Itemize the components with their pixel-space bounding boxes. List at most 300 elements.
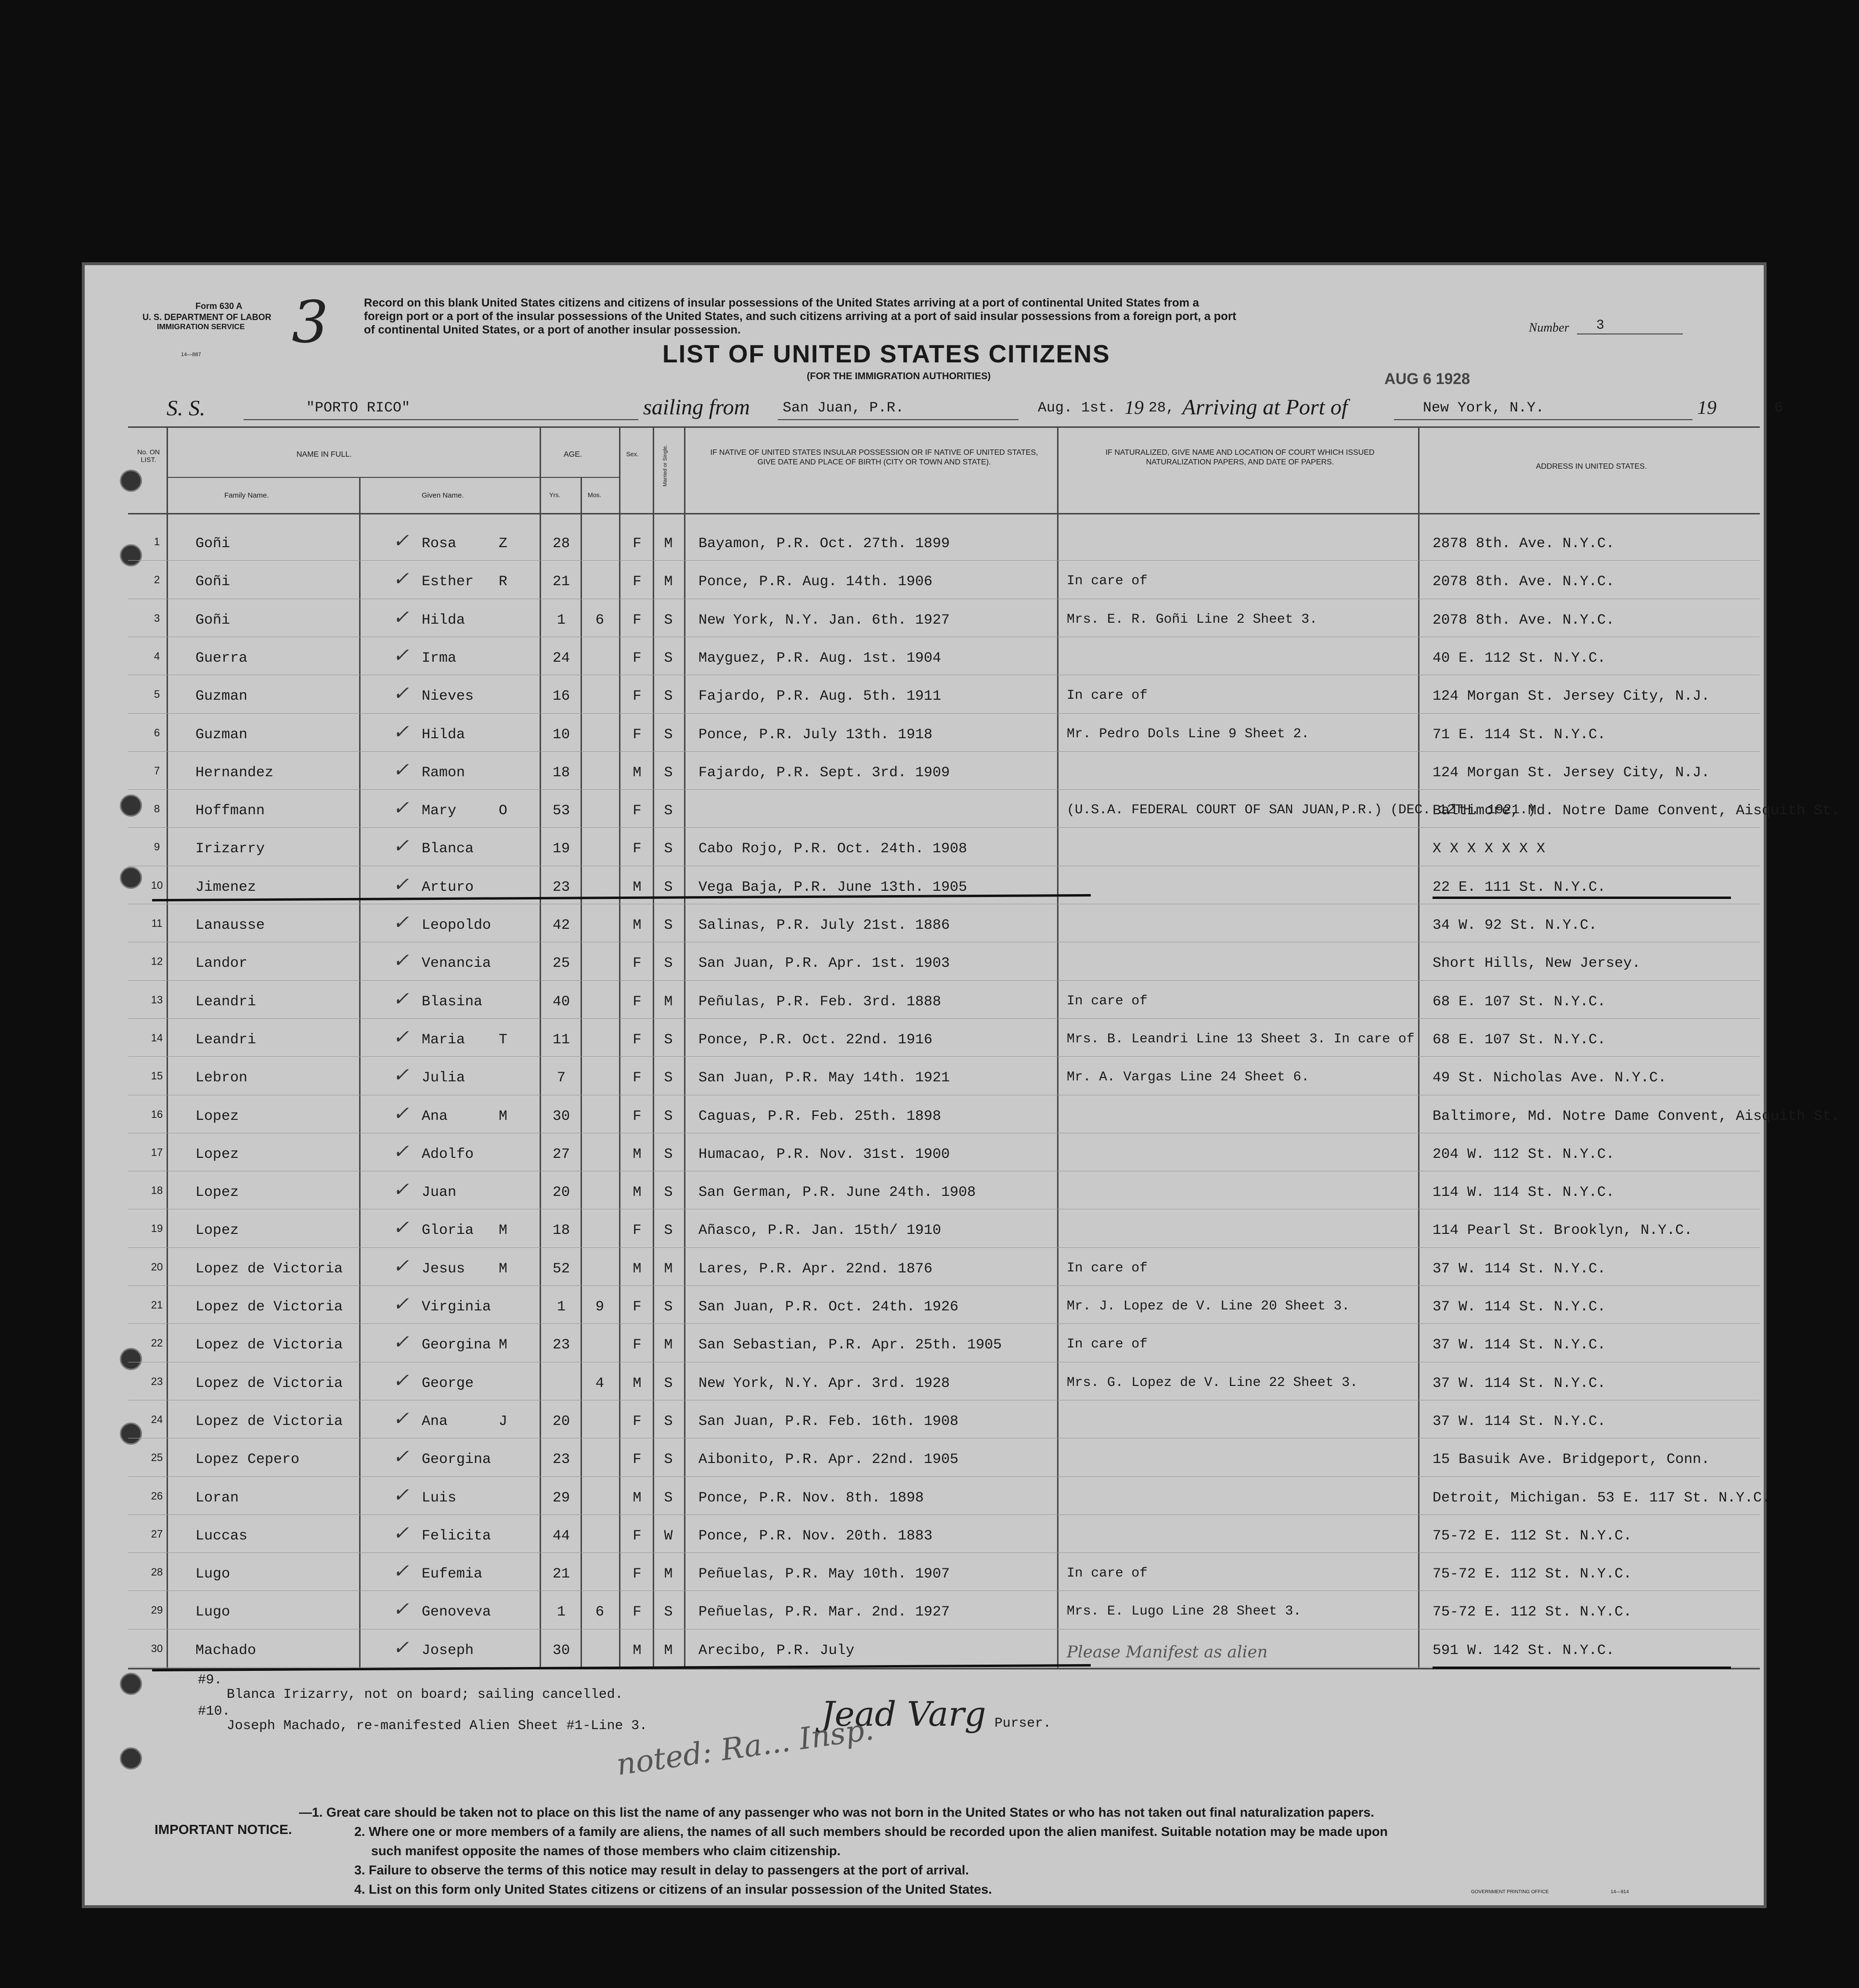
cell-birth: Añasco, P.R. Jan. 15th/ 1910 [698,1222,942,1239]
cell-given: Georgina [422,1337,491,1353]
cell-family: Lopez de Victoria [195,1261,343,1277]
cell-address: 37 W. 114 St. N.Y.C. [1433,1337,1606,1353]
cell-family: Leandri [195,994,257,1010]
punch-hole [120,470,142,492]
cell-birth: Humacao, P.R. Nov. 31st. 1900 [698,1146,950,1163]
cell-no: 1 [154,536,160,548]
form-number: Form 630 A [195,301,243,311]
cell-yrs: 53 [552,803,570,819]
check-mark-icon: ✓ [393,911,409,934]
cell-family: Guerra [195,650,248,667]
cell-yrs: 27 [552,1146,570,1163]
cell-yrs: 25 [552,955,570,972]
cell-initial: M [499,1108,508,1125]
cell-nat: In care of [1067,1566,1148,1581]
cell-birth: Lares, P.R. Apr. 22nd. 1876 [698,1261,933,1277]
check-mark-icon: ✓ [393,1217,409,1239]
cell-sex: M [633,1184,642,1201]
printing-code: 14—887 [181,352,201,358]
cell-yrs: 16 [552,688,570,705]
page-subtitle: (FOR THE IMMIGRATION AUTHORITIES) [807,371,991,382]
cell-address: 68 E. 107 St. N.Y.C. [1433,1032,1606,1048]
cell-ms: M [664,536,673,552]
cell-yrs: 1 [556,1299,566,1315]
cell-family: Irizarry [195,841,265,857]
cell-address: 22 E. 111 St. N.Y.C. [1433,879,1606,896]
col-given-name: Given Name. [422,491,464,500]
cell-nat: (U.S.A. FEDERAL COURT OF SAN JUAN,P.R.) (DEC. 12TH. 1921.) [1067,803,1536,818]
cell-ms: S [664,727,673,743]
cell-yrs: 7 [556,1070,566,1086]
cell-no: 29 [151,1604,163,1616]
cell-sex: F [633,1451,642,1468]
cell-family: Lopez Cepero [195,1451,300,1468]
cell-yrs: 23 [552,1451,570,1468]
cell-ms: S [664,1604,673,1620]
cell-mos: 9 [595,1299,604,1315]
cell-sex: F [633,650,642,667]
cell-birth: New York, N.Y. Apr. 3rd. 1928 [698,1375,950,1392]
cell-ms: S [664,1490,673,1506]
cell-birth: Cabo Rojo, P.R. Oct. 24th. 1908 [698,841,968,857]
cell-address: Short Hills, New Jersey. [1433,955,1641,972]
sailing-from-label: sailing from [643,395,750,419]
cell-ms: S [664,765,673,781]
cell-sex: F [633,688,642,705]
col-naturalized: IF NATURALIZED, GIVE NAME AND LOCATION OF COURT WHICH ISSUED NATURALIZATION PAPERS, AND DATE OF PAPERS. [1105,449,1375,466]
cell-sex: M [633,917,642,934]
cell-sex: F [633,1299,642,1315]
notice-heading: IMPORTANT NOTICE. [155,1822,292,1837]
cell-no: 19 [151,1222,163,1234]
cell-given: Esther [422,574,474,590]
cell-address: 15 Basuik Ave. Bridgeport, Conn. [1433,1451,1710,1468]
cell-address: 37 W. 114 St. N.Y.C. [1433,1261,1606,1277]
cell-yrs: 20 [552,1184,570,1201]
departure-date: Aug. 1st. [1038,400,1116,416]
check-mark-icon: ✓ [393,721,409,743]
check-mark-icon: ✓ [393,1293,409,1315]
service: IMMIGRATION SERVICE [157,323,245,331]
cell-ms: S [664,650,673,667]
cell-no: 18 [151,1184,163,1196]
check-mark-icon: ✓ [393,530,409,552]
check-mark-icon: ✓ [393,1446,409,1468]
cell-birth: San Juan, P.R. May 14th. 1921 [698,1070,950,1086]
arrival-year-prefix: 19 [1697,397,1717,418]
cell-given: Irma [422,650,457,667]
cell-address: 71 E. 114 St. N.Y.C. [1433,727,1606,743]
cell-yrs: 24 [552,650,570,667]
cell-birth: San Juan, P.R. Oct. 24th. 1926 [698,1299,959,1315]
cell-nat: In care of [1067,1261,1148,1276]
handwritten-mark: 3 [292,289,329,356]
cell-family: Goñi [195,574,231,590]
cell-address: 114 W. 114 St. N.Y.C. [1433,1184,1615,1201]
cell-ms: S [664,1032,673,1048]
cell-initial: T [499,1032,508,1048]
cell-family: Lopez [195,1108,239,1125]
punch-hole [120,1348,142,1370]
col-age: AGE. [564,450,582,459]
cell-given: Georgina [422,1451,491,1468]
cell-nat: Mrs. E. R. Goñi Line 2 Sheet 3. [1067,612,1317,627]
cell-sex: M [633,1261,642,1277]
cell-yrs: 23 [552,879,570,896]
cell-nat: Please Manifest as alien [1067,1642,1268,1662]
check-mark-icon: ✓ [393,1522,409,1544]
cell-ms: M [664,994,673,1010]
cell-initial: R [499,574,508,590]
cell-yrs: 21 [552,1566,570,1582]
cell-given: Arturo [422,879,474,896]
cell-ms: S [664,688,673,705]
cell-mos: 6 [595,1604,604,1620]
cell-family: Lopez [195,1184,239,1201]
cell-no: 16 [151,1108,163,1120]
cell-nat: In care of [1067,994,1148,1009]
cell-family: Lopez de Victoria [195,1413,343,1430]
cell-sex: F [633,1566,642,1582]
check-mark-icon: ✓ [393,1064,409,1086]
cell-sex: F [633,1070,642,1086]
arriving-label: Arriving at Port of [1182,395,1348,419]
cell-sex: F [633,1108,642,1125]
cell-ms: S [664,955,673,972]
cell-no: 12 [151,955,163,967]
cell-address: X X X X X X X [1433,841,1546,857]
punch-hole [120,867,142,889]
cell-given: Jesus [422,1261,465,1277]
cell-address: 124 Morgan St. Jersey City, N.J. [1433,765,1710,781]
year-prefix: 19 [1124,397,1144,418]
cell-address: 34 W. 92 St. N.Y.C. [1433,917,1598,934]
cell-family: Lebron [195,1070,248,1086]
cell-birth: San Juan, P.R. Feb. 16th. 1908 [698,1413,959,1430]
cell-nat: Mrs. B. Leandri Line 13 Sheet 3. In care of [1067,1032,1415,1047]
cell-given: Felicita [422,1528,491,1544]
purser-label: Purser. [994,1716,1051,1731]
col-sex: Sex. [626,450,639,458]
cell-given: Adolfo [422,1146,474,1163]
cell-nat: Mr. Pedro Dols Line 9 Sheet 2. [1067,727,1310,742]
cell-nat: Mrs. E. Lugo Line 28 Sheet 3. [1067,1604,1302,1619]
departure-port: San Juan, P.R. [783,400,904,416]
cell-no: 14 [151,1032,163,1044]
cell-yrs: 19 [552,841,570,857]
cell-family: Leandri [195,1032,257,1048]
cell-sex: F [633,727,642,743]
purser-signature: Jead Varg [821,1694,986,1734]
col-family-name: Family Name. [224,491,269,500]
check-mark-icon: ✓ [393,682,409,705]
cell-nat: Mr. J. Lopez de V. Line 20 Sheet 3. [1067,1299,1350,1314]
note10-ref: #10. [198,1704,231,1719]
col-married: Married or Single. [662,445,668,487]
cell-family: Lopez [195,1222,239,1239]
cell-initial: M [499,1261,508,1277]
cell-given: Julia [422,1070,465,1086]
note9-ref: #9. [198,1673,222,1688]
cell-family: Lugo [195,1604,231,1620]
cell-birth: Vega Baja, P.R. June 13th. 1905 [698,879,968,896]
cell-yrs: 11 [552,1032,570,1048]
strike-row-30-address [1433,1667,1731,1669]
cell-no: 10 [151,879,163,891]
date-stamp: AUG 6 1928 [1384,370,1470,387]
col-mos: Mos. [588,491,602,499]
cell-given: Ramon [422,765,465,781]
cell-no: 6 [154,727,160,739]
cell-given: George [422,1375,474,1392]
cell-birth: Peñuelas, P.R. May 10th. 1907 [698,1566,950,1582]
cell-address: 124 Morgan St. Jersey City, N.J. [1433,688,1710,705]
col-address: ADDRESS IN UNITED STATES. [1536,462,1647,471]
cell-ms: W [664,1528,673,1544]
cell-birth: Mayguez, P.R. Aug. 1st. 1904 [698,650,942,667]
cell-address: 40 E. 112 St. N.Y.C. [1433,650,1606,667]
cell-yrs: 30 [552,1108,570,1125]
notice-item1: —1. Great care should be taken not to place on this list the name of any passenger who was not born in the United States or who has not taken out final naturalization papers. [299,1805,1374,1820]
cell-nat: In care of [1067,574,1148,589]
cell-address: 37 W. 114 St. N.Y.C. [1433,1375,1606,1392]
cell-given: Leopoldo [422,917,491,934]
cell-ms: S [664,879,673,896]
notice-item3: 3. Failure to observe the terms of this notice may result in delay to passengers at the port of arrival. [354,1863,969,1877]
cell-family: Hernandez [195,765,274,781]
col-yrs: Yrs. [549,491,561,499]
cell-yrs: 20 [552,1413,570,1430]
intro-line2: foreign port or a port of the insular possessions of the United States, and such citizens arriving at a port of said insular possessions from a foreign port, a port [364,310,1237,323]
cell-ms: S [664,1070,673,1086]
cell-ms: M [664,1261,673,1277]
cell-no: 27 [151,1528,163,1540]
cell-no: 9 [154,841,160,853]
cell-yrs: 1 [556,1604,566,1620]
cell-address: 75-72 E. 112 St. N.Y.C. [1433,1566,1632,1582]
cell-sex: F [633,536,642,552]
cell-given: Virginia [422,1299,491,1315]
cell-ms: M [664,1566,673,1582]
cell-no: 3 [154,612,160,624]
cell-birth: Peñulas, P.R. Feb. 3rd. 1888 [698,994,942,1010]
cell-address: 2078 8th. Ave. N.Y.C. [1433,574,1615,590]
cell-family: Machado [195,1642,257,1659]
punch-hole [120,795,142,817]
cell-address: 204 W. 112 St. N.Y.C. [1433,1146,1615,1163]
cell-ms: M [664,574,673,590]
cell-address: Baltimore, Md. Notre Dame Convent, Aisquith St. [1433,803,1840,819]
number-value: 3 [1596,318,1604,333]
check-mark-icon: ✓ [393,1560,409,1582]
cell-given: Eufemia [422,1566,483,1582]
cell-ms: S [664,1184,673,1201]
punch-hole [120,544,142,566]
check-mark-icon: ✓ [393,644,409,667]
cell-birth: Peñuelas, P.R. Mar. 2nd. 1927 [698,1604,950,1620]
cell-no: 13 [151,994,163,1006]
cell-yrs: 18 [552,1222,570,1239]
cell-no: 15 [151,1070,163,1082]
cell-given: Maria [422,1032,465,1048]
cell-no: 8 [154,803,160,815]
cell-ms: S [664,1375,673,1392]
cell-ms: S [664,1108,673,1125]
cell-given: Juan [422,1184,457,1201]
cell-yrs: 18 [552,765,570,781]
cell-sex: M [633,1642,642,1659]
cell-address: 591 W. 142 St. N.Y.C. [1433,1642,1615,1659]
cell-yrs: 21 [552,574,570,590]
cell-given: Ana [422,1413,448,1430]
cell-sex: F [633,1528,642,1544]
cell-address: 37 W. 114 St. N.Y.C. [1433,1299,1606,1315]
cell-family: Goñi [195,536,231,552]
check-mark-icon: ✓ [393,759,409,781]
intro-line3: of continental United States, or a port of another insular possession. [364,323,741,336]
cell-ms: M [664,1642,673,1659]
cell-sex: F [633,955,642,972]
cell-family: Lanausse [195,917,265,934]
cell-address: 114 Pearl St. Brooklyn, N.Y.C. [1433,1222,1693,1239]
cell-family: Loran [195,1490,239,1506]
check-mark-icon: ✓ [393,949,409,972]
cell-sex: F [633,1604,642,1620]
cell-birth: San Juan, P.R. Apr. 1st. 1903 [698,955,950,972]
printer-code: 14—914 [1611,1889,1629,1895]
cell-nat: Mrs. G. Lopez de V. Line 22 Sheet 3. [1067,1375,1358,1390]
check-mark-icon: ✓ [393,1331,409,1353]
check-mark-icon: ✓ [393,1103,409,1125]
cell-given: Luis [422,1490,457,1506]
cell-initial: M [499,1337,508,1353]
cell-yrs: 44 [552,1528,570,1544]
cell-birth: Salinas, P.R. July 21st. 1886 [698,917,950,934]
cell-yrs: 30 [552,1642,570,1659]
col-no: No. ON LIST. [137,448,160,463]
cell-birth: Arecibo, P.R. July [698,1642,855,1659]
check-mark-icon: ✓ [393,606,409,628]
cell-birth: Ponce, P.R. Oct. 22nd. 1916 [698,1032,933,1048]
check-mark-icon: ✓ [393,1408,409,1430]
cell-given: Venancia [422,955,491,972]
cell-yrs: 40 [552,994,570,1010]
cell-family: Lopez de Victoria [195,1375,343,1392]
cell-family: Lopez [195,1146,239,1163]
cell-yrs: 23 [552,1337,570,1353]
cell-given: Blasina [422,994,483,1010]
notice-item2b: such manifest opposite the names of those members who claim citizenship. [371,1844,841,1858]
cell-birth: Ponce, P.R. Nov. 20th. 1883 [698,1528,933,1544]
col-birth: IF NATIVE OF UNITED STATES INSULAR POSSESSION OR IF NATIVE OF UNITED STATES, GIVE DATE AND PLACE OF BIRTH (CITY OR TOWN AND STATE). [710,449,1038,466]
cell-sex: M [633,765,642,781]
cell-birth: Aibonito, P.R. Apr. 22nd. 1905 [698,1451,959,1468]
check-mark-icon: ✓ [393,988,409,1010]
cell-given: Gloria [422,1222,474,1239]
cell-no: 7 [154,765,160,777]
cell-no: 20 [151,1261,163,1273]
punch-hole [120,1747,142,1770]
page-title: LIST OF UNITED STATES CITIZENS [662,340,1110,368]
cell-ms: S [664,1299,673,1315]
cell-initial: M [499,1222,508,1239]
check-mark-icon: ✓ [393,1598,409,1620]
cell-address: 37 W. 114 St. N.Y.C. [1433,1413,1606,1430]
notice-item4: 4. List on this form only United States citizens or citizens of an insular possession of the United States. [354,1882,992,1897]
cell-initial: J [499,1413,508,1430]
cell-ms: M [664,1337,673,1353]
cell-sex: F [633,841,642,857]
cell-nat: In care of [1067,1337,1148,1352]
cell-sex: M [633,879,642,896]
cell-no: 2 [154,574,160,586]
cell-no: 25 [151,1451,163,1463]
printer-imprint: GOVERNMENT PRINTING OFFICE [1471,1889,1549,1895]
cell-sex: M [633,1490,642,1506]
cell-sex: F [633,574,642,590]
cell-no: 22 [151,1337,163,1349]
arrival-day: 6 [1774,400,1783,416]
cell-family: Guzman [195,688,248,705]
cell-sex: M [633,1146,642,1163]
cell-no: 30 [151,1642,163,1655]
cell-sex: F [633,803,642,819]
check-mark-icon: ✓ [393,1637,409,1659]
cell-given: Joseph [422,1642,474,1659]
cell-no: 21 [151,1299,163,1311]
cell-family: Goñi [195,612,231,628]
cell-yrs: 29 [552,1490,570,1506]
cell-ms: S [664,1146,673,1163]
check-mark-icon: ✓ [393,797,409,819]
check-mark-icon: ✓ [393,1255,409,1277]
cell-no: 11 [151,917,163,929]
cell-birth: San Sebastian, P.R. Apr. 25th. 1905 [698,1337,1002,1353]
cell-address: 75-72 E. 112 St. N.Y.C. [1433,1528,1632,1544]
cell-address: 2878 8th. Ave. N.Y.C. [1433,536,1615,552]
year-suffix: 28, [1149,400,1175,416]
cell-no: 17 [151,1146,163,1158]
cell-birth: Fajardo, P.R. Aug. 5th. 1911 [698,688,942,705]
cell-sex: F [633,1032,642,1048]
check-mark-icon: ✓ [393,568,409,590]
cell-address: Detroit, Michigan. 53 E. 117 St. N.Y.C. [1433,1490,1771,1506]
ss-label: S. S. [167,396,206,420]
cell-sex: F [633,612,642,628]
cell-given: Nieves [422,688,474,705]
cell-ms: S [664,1451,673,1468]
handwritten-notation: noted: Ra... Insp. [614,1711,876,1783]
cell-family: Lopez de Victoria [195,1299,343,1315]
arrival-port: New York, N.Y. [1423,400,1545,416]
cell-address: 49 St. Nicholas Ave. N.Y.C. [1433,1070,1667,1086]
department: U. S. DEPARTMENT OF LABOR [142,312,271,322]
cell-no: 23 [151,1375,163,1387]
cell-ms: S [664,841,673,857]
number-label: Number [1529,321,1569,334]
check-mark-icon: ✓ [393,1026,409,1048]
cell-nat: In care of [1067,688,1148,703]
cell-no: 24 [151,1413,163,1425]
check-mark-icon: ✓ [393,835,409,857]
cell-family: Jimenez [195,879,257,896]
cell-sex: F [633,1222,642,1239]
cell-sex: M [633,1375,642,1392]
cell-sex: F [633,994,642,1010]
cell-address: 68 E. 107 St. N.Y.C. [1433,994,1606,1010]
cell-nat: Mr. A. Vargas Line 24 Sheet 6. [1067,1070,1310,1085]
cell-birth: Caguas, P.R. Feb. 25th. 1898 [698,1108,942,1125]
